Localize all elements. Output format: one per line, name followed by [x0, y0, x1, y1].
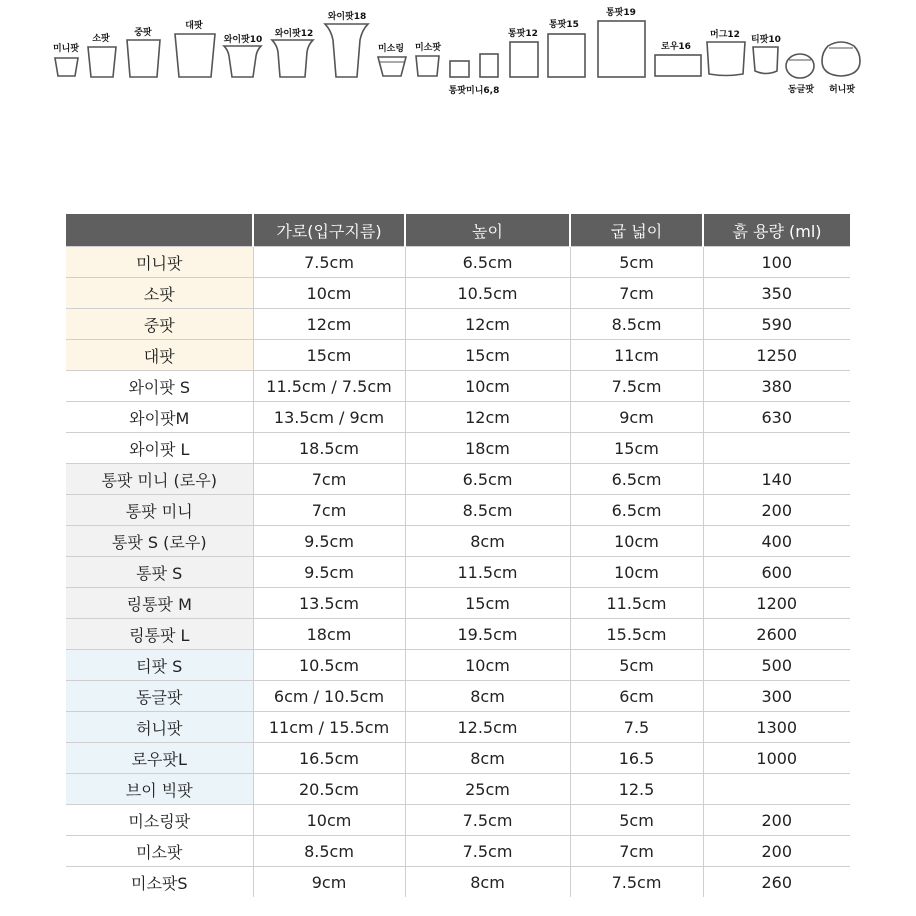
cell-base: 5cm	[570, 247, 703, 278]
cell-base: 7.5cm	[570, 867, 703, 898]
pot-label: 소팟	[92, 34, 110, 44]
cell-width: 9.5cm	[253, 526, 405, 557]
pot-label: 미소팟	[414, 43, 442, 53]
header-name	[66, 214, 253, 247]
cell-pot-name: 대팟	[66, 340, 253, 371]
table-row	[66, 309, 850, 340]
cell-base: 6cm	[570, 681, 703, 712]
pot-y12	[272, 27, 313, 77]
table-row	[66, 588, 850, 619]
pot-illustrations	[0, 0, 916, 110]
table-row	[66, 371, 850, 402]
pot-label: 허니팟	[828, 85, 856, 95]
cell-soil-capacity: 140	[703, 464, 850, 495]
pot-large	[175, 19, 215, 77]
pot-label: 동글팟	[787, 85, 815, 95]
cell-width: 9.5cm	[253, 557, 405, 588]
cell-width: 9cm	[253, 867, 405, 898]
cell-base: 7.5	[570, 712, 703, 743]
cell-soil-capacity	[703, 433, 850, 464]
cell-base: 5cm	[570, 650, 703, 681]
cell-pot-name: 브이 빅팟	[66, 774, 253, 805]
cell-pot-name: 로우팟L	[66, 743, 253, 774]
cell-height: 7.5cm	[405, 805, 570, 836]
cell-width: 10cm	[253, 805, 405, 836]
cell-base: 11.5cm	[570, 588, 703, 619]
cell-pot-name: 미소링팟	[66, 805, 253, 836]
cell-width: 6cm / 10.5cm	[253, 681, 405, 712]
table-row	[66, 836, 850, 867]
cell-height: 8cm	[405, 867, 570, 898]
cell-pot-name: 링통팟 M	[66, 588, 253, 619]
pot-honey	[822, 42, 860, 95]
pot-tong19	[598, 6, 645, 77]
cell-soil-capacity: 1200	[703, 588, 850, 619]
pot-tea10	[751, 33, 781, 74]
cell-soil-capacity: 300	[703, 681, 850, 712]
table-row	[66, 681, 850, 712]
cell-height: 18cm	[405, 433, 570, 464]
pot-tong12	[508, 27, 538, 77]
cell-pot-name: 통팟 S	[66, 557, 253, 588]
pot-label: 대팟	[185, 21, 203, 31]
table-body	[66, 247, 850, 898]
table-row	[66, 712, 850, 743]
cell-base: 6.5cm	[570, 495, 703, 526]
cell-pot-name: 티팟 S	[66, 650, 253, 681]
cell-width: 16.5cm	[253, 743, 405, 774]
cell-pot-name: 와이팟M	[66, 402, 253, 433]
pot-y18	[325, 10, 368, 77]
pot-label: 와이팟10	[223, 35, 263, 45]
pot-lineup	[0, 0, 916, 110]
cell-height: 8cm	[405, 681, 570, 712]
cell-height: 7.5cm	[405, 836, 570, 867]
table-row	[66, 526, 850, 557]
cell-base: 5cm	[570, 805, 703, 836]
cell-soil-capacity: 260	[703, 867, 850, 898]
table-row	[66, 867, 850, 898]
cell-width: 20.5cm	[253, 774, 405, 805]
cell-pot-name: 허니팟	[66, 712, 253, 743]
header-height: 높이	[405, 214, 570, 247]
cell-pot-name: 통팟 미니 (로우)	[66, 464, 253, 495]
cell-soil-capacity: 600	[703, 557, 850, 588]
pot-label: 미소링	[377, 44, 405, 54]
cell-pot-name: 미소팟S	[66, 867, 253, 898]
cell-soil-capacity: 380	[703, 371, 850, 402]
cell-soil-capacity: 630	[703, 402, 850, 433]
cell-soil-capacity: 1300	[703, 712, 850, 743]
cell-width: 10cm	[253, 278, 405, 309]
cell-width: 7.5cm	[253, 247, 405, 278]
cell-height: 8cm	[405, 526, 570, 557]
cell-base: 9cm	[570, 402, 703, 433]
cell-height: 8cm	[405, 743, 570, 774]
cell-height: 12.5cm	[405, 712, 570, 743]
cell-width: 18cm	[253, 619, 405, 650]
pot-size-table	[66, 214, 850, 897]
pot-label: 통팟미니6,8	[448, 86, 500, 96]
cell-pot-name: 동글팟	[66, 681, 253, 712]
cell-soil-capacity: 1000	[703, 743, 850, 774]
cell-height: 12cm	[405, 309, 570, 340]
cell-width: 18.5cm	[253, 433, 405, 464]
pot-label: 중팟	[134, 28, 152, 38]
cell-soil-capacity: 400	[703, 526, 850, 557]
pot-tong-mini	[449, 54, 500, 96]
cell-base: 12.5	[570, 774, 703, 805]
cell-base: 10cm	[570, 557, 703, 588]
pot-small	[88, 32, 116, 77]
cell-pot-name: 중팟	[66, 309, 253, 340]
pot-label: 와이팟12	[274, 29, 314, 39]
header-row	[66, 214, 850, 247]
pot-label: 미니팟	[52, 44, 80, 54]
table-row	[66, 743, 850, 774]
cell-height: 10cm	[405, 650, 570, 681]
pot-label: 머그12	[710, 30, 740, 40]
cell-width: 12cm	[253, 309, 405, 340]
cell-soil-capacity: 1250	[703, 340, 850, 371]
size-table-container	[66, 214, 850, 897]
cell-soil-capacity: 200	[703, 805, 850, 836]
header-width: 가로(입구지름)	[253, 214, 405, 247]
table-row	[66, 433, 850, 464]
cell-height: 11.5cm	[405, 557, 570, 588]
cell-width: 11.5cm / 7.5cm	[253, 371, 405, 402]
cell-base: 7.5cm	[570, 371, 703, 402]
cell-height: 10cm	[405, 371, 570, 402]
table-row	[66, 805, 850, 836]
table-row	[66, 340, 850, 371]
table-row	[66, 247, 850, 278]
cell-height: 8.5cm	[405, 495, 570, 526]
table-row	[66, 650, 850, 681]
pot-label: 와이팟18	[327, 12, 367, 22]
cell-base: 11cm	[570, 340, 703, 371]
cell-height: 25cm	[405, 774, 570, 805]
table-row	[66, 278, 850, 309]
cell-width: 11cm / 15.5cm	[253, 712, 405, 743]
pot-miso	[415, 41, 441, 76]
pot-round	[786, 54, 814, 95]
cell-soil-capacity: 200	[703, 495, 850, 526]
cell-soil-capacity: 590	[703, 309, 850, 340]
cell-pot-name: 미니팟	[66, 247, 253, 278]
cell-soil-capacity: 2600	[703, 619, 850, 650]
pot-label: 통팟12	[508, 29, 538, 39]
pot-label: 통팟19	[606, 8, 636, 18]
cell-height: 15cm	[405, 588, 570, 619]
cell-soil-capacity: 500	[703, 650, 850, 681]
cell-base: 16.5	[570, 743, 703, 774]
pot-miso-ring	[378, 42, 406, 76]
cell-base: 6.5cm	[570, 464, 703, 495]
cell-width: 15cm	[253, 340, 405, 371]
table-row	[66, 495, 850, 526]
cell-pot-name: 와이팟 L	[66, 433, 253, 464]
cell-base: 7cm	[570, 278, 703, 309]
cell-width: 13.5cm	[253, 588, 405, 619]
cell-base: 8.5cm	[570, 309, 703, 340]
table-row	[66, 464, 850, 495]
header-base: 굽 넓이	[570, 214, 703, 247]
pot-label: 로우16	[661, 42, 691, 52]
cell-pot-name: 와이팟 S	[66, 371, 253, 402]
cell-soil-capacity: 350	[703, 278, 850, 309]
cell-pot-name: 통팟 S (로우)	[66, 526, 253, 557]
cell-pot-name: 소팟	[66, 278, 253, 309]
cell-width: 13.5cm / 9cm	[253, 402, 405, 433]
header-soil-capacity: 흙 용량 (ml)	[703, 214, 850, 247]
cell-height: 10.5cm	[405, 278, 570, 309]
table-row	[66, 619, 850, 650]
cell-base: 15cm	[570, 433, 703, 464]
pot-mini	[53, 42, 79, 76]
pot-label: 티팟10	[751, 35, 781, 45]
pot-low16	[655, 41, 701, 76]
cell-width: 7cm	[253, 495, 405, 526]
cell-soil-capacity: 100	[703, 247, 850, 278]
pot-medium	[127, 26, 160, 77]
cell-pot-name: 링통팟 L	[66, 619, 253, 650]
cell-pot-name: 미소팟	[66, 836, 253, 867]
cell-width: 8.5cm	[253, 836, 405, 867]
cell-base: 7cm	[570, 836, 703, 867]
cell-soil-capacity: 200	[703, 836, 850, 867]
table-row	[66, 402, 850, 433]
cell-soil-capacity	[703, 774, 850, 805]
cell-height: 6.5cm	[405, 247, 570, 278]
pot-label: 통팟15	[549, 20, 579, 30]
cell-base: 10cm	[570, 526, 703, 557]
pot-mug12	[707, 28, 745, 76]
cell-width: 7cm	[253, 464, 405, 495]
cell-height: 15cm	[405, 340, 570, 371]
cell-base: 15.5cm	[570, 619, 703, 650]
table-row	[66, 774, 850, 805]
cell-width: 10.5cm	[253, 650, 405, 681]
cell-height: 6.5cm	[405, 464, 570, 495]
pot-tong15	[548, 18, 585, 77]
pot-y10	[223, 33, 263, 77]
cell-height: 19.5cm	[405, 619, 570, 650]
cell-pot-name: 통팟 미니	[66, 495, 253, 526]
cell-height: 12cm	[405, 402, 570, 433]
table-row	[66, 557, 850, 588]
table-header	[66, 214, 850, 247]
